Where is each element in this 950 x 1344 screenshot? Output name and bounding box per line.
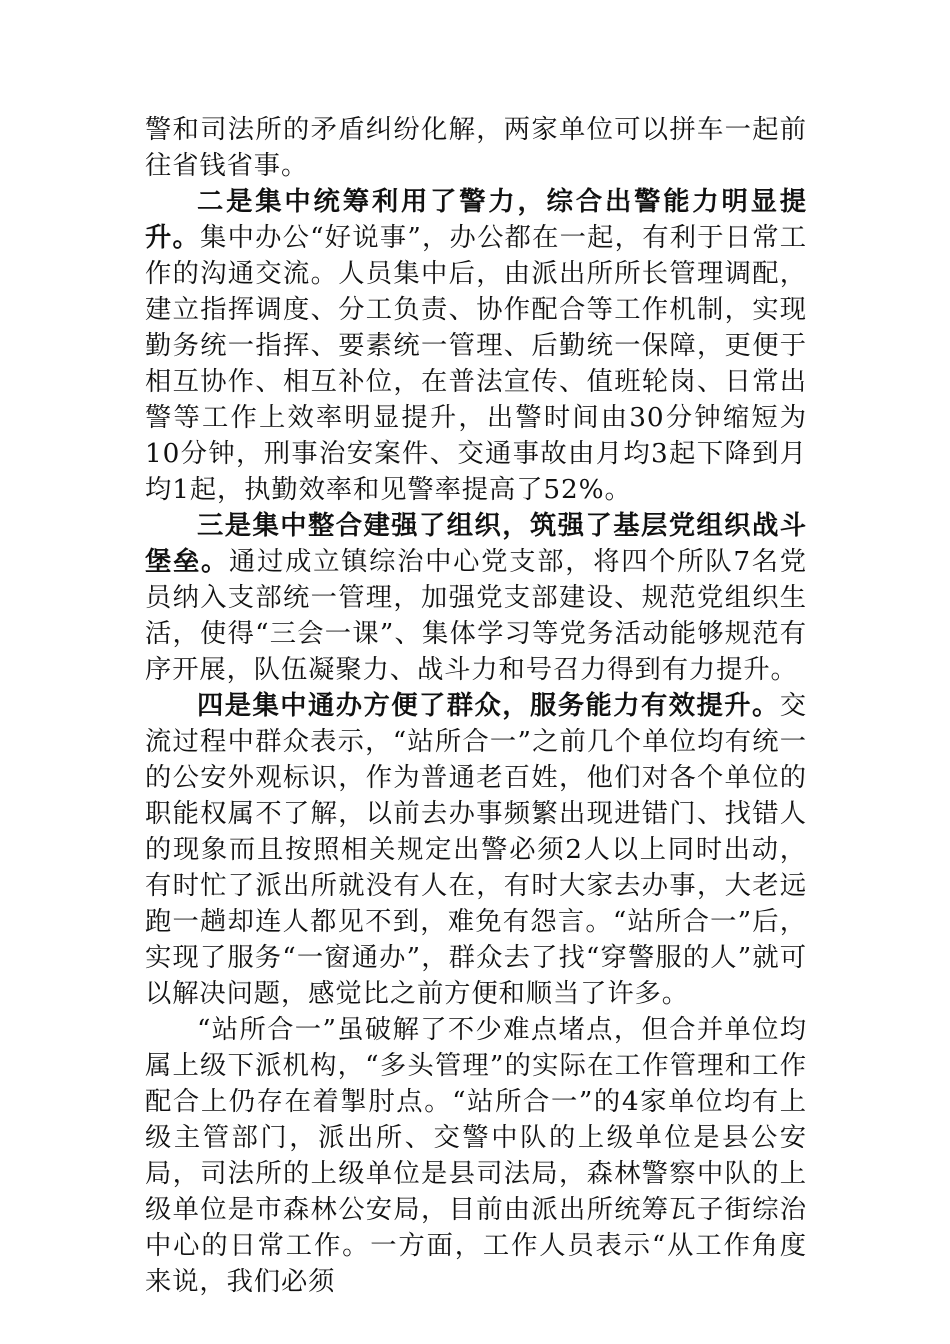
paragraph-police-force [145, 184, 807, 508]
paragraph-lead-heading: 三是集中整合建强了组织，筑强了基层党组织战斗堡垒。 [145, 510, 807, 577]
paragraph-body: 集中办公“好说事”，办公都在一起，有利于日常工作的沟通交流。人员集中后，由派出所所长管理调配，建立指挥调度、分工负责、协作配合等工作机制，实现勤务统一指挥、要素统一管理、后勤统一保障，更便于相互协作、相互补位，在普法宣传、值班轮岗、日常出警等工作上效率明显提升，出警时间由30分钟缩短为10分钟，刑事治安案件、交通事故由月均3起下降到月均1起，执勤效率和见警率提高了52%。 [145, 223, 807, 505]
paragraph-lead-heading: 四是集中通办方便了群众，服务能力有效提升。 [197, 690, 780, 721]
paragraph-body: 交流过程中群众表示，“站所合一”之前几个单位均有统一的公安外观标识，作为普通老百姓，他们对各个单位的职能权属不了解，以前去办事频繁出现进错门、找错人的现象而且按照相关规定出警必须2人以上同时出动，有时忙了派出所就没有人在，有时大家去办事，大老远跑一趟却连人都见不到，难免有怨言。“站所合一”后，实现了服务“一窗通办”，群众去了找“穿警服的人”就可以解决问题，感觉比之前方便和顺当了许多。 [145, 691, 807, 1009]
paragraph-body: 通过成立镇综治中心党支部，将四个所队7名党员纳入支部统一管理，加强党支部建设、规范党组织生活，使得“三会一课”、集体学习等党务活动能够规范有序开展，队伍凝聚力、战斗力和号召力得到有力提升。 [145, 547, 807, 685]
paragraph-body: “站所合一”虽破解了不少难点堵点，但合并单位均属上级下派机构，“多头管理”的实际在工作管理和工作配合上仍存在着掣肘点。“站所合一”的4家单位均有上级主管部门，派出所、交警中队的上级单位是县公安局，司法所的上级单位是县司法局，森林警察中队的上级单位是市森林公安局，目前由派出所统筹瓦子街综治中心的日常工作。一方面，工作人员表示“从工作角度来说，我们必须 [145, 1015, 807, 1297]
document-page [145, 112, 807, 1300]
paragraph-party-organization [145, 508, 807, 688]
paragraph-continuation [145, 112, 807, 184]
paragraph-body: 警和司法所的矛盾纠纷化解，两家单位可以拼车一起前往省钱省事。 [145, 115, 807, 181]
paragraph-lead-heading: 二是集中统筹利用了警力，综合出警能力明显提升。 [145, 186, 807, 253]
paragraph-management-issues [145, 1012, 807, 1300]
paragraph-public-service [145, 688, 807, 1012]
